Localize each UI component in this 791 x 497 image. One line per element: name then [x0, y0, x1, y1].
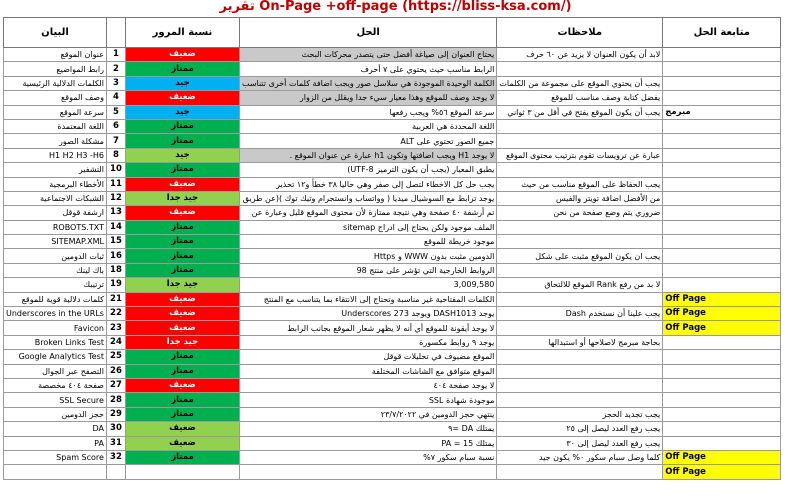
cell-number[interactable]: 1	[106, 48, 125, 62]
cell-number[interactable]: 14	[106, 220, 125, 234]
cell-statement[interactable]: رابط المواضيع	[4, 62, 107, 76]
cell-notes[interactable]	[497, 364, 663, 378]
table-row	[4, 206, 781, 220]
cell-statement[interactable]: الأخطاء البرمجية	[4, 177, 107, 191]
cell-pass-rate[interactable]: ممتاز	[125, 119, 239, 133]
cell-pass-rate[interactable]: جيد جدا	[125, 335, 239, 349]
cell-pass-rate[interactable]: ممتاز	[125, 364, 239, 378]
cell-number[interactable]: 15	[106, 235, 125, 249]
table-row	[4, 350, 781, 364]
cell-pass-rate[interactable]: ضعيف	[125, 307, 239, 321]
report-title: تقرير On-Page +off-page (https://bliss-ksa.com/)	[219, 0, 572, 14]
table-row	[4, 335, 781, 349]
cell-solution[interactable]: الملف موجود ولكن يحتاج إلى ادراج sitemap	[239, 220, 496, 234]
cell-statement[interactable]: الكلمات الدلالية الرئيسية	[4, 76, 107, 90]
cell-follow-up[interactable]	[663, 163, 781, 177]
cell-statement[interactable]: PA	[4, 436, 107, 450]
cell-solution[interactable]: الكلمات المفتاحية غير مناسبة وتحتاج إلى الانتقاء بما يتناسب مع المنتج	[239, 292, 496, 306]
cell-pass-rate[interactable]: ضعيف	[125, 422, 239, 436]
table-row	[4, 76, 781, 90]
cell-solution[interactable]: موجودة شهادة SSL	[239, 393, 496, 407]
cell-solution[interactable]: اللغة المحددة هي العربية	[239, 119, 496, 133]
cell-statement[interactable]: وصف الموقع	[4, 91, 107, 105]
cell-follow-up[interactable]	[663, 393, 781, 407]
table-row	[4, 378, 781, 392]
cell-solution[interactable]: الدومين مثبت بدون WWW و Https	[239, 249, 496, 263]
cell-number[interactable]: 4	[106, 91, 125, 105]
header-statement: البيان	[4, 18, 107, 48]
cell-number[interactable]: 23	[106, 321, 125, 335]
cell-number[interactable]: 11	[106, 177, 125, 191]
cell-notes[interactable]: يجب ان يكون الموقع مثبت على شكل	[497, 249, 663, 263]
cell-solution[interactable]: الكلمة الوحيدة الموجودة هي سلاسل صور ويجب اضافة كلمات أخرى تتناسب	[239, 76, 496, 90]
cell-solution[interactable]: الرابط مناسب حيث يحتوي على ٧ أحرف	[239, 62, 496, 76]
table-row	[4, 292, 781, 306]
cell-notes[interactable]: لا بد من رفع Rank الموقع للالتحاق	[497, 278, 663, 292]
cell-statement[interactable]: Spam Score	[4, 450, 107, 464]
cell-pass-rate[interactable]: ضعيف	[125, 206, 239, 220]
cell-solution[interactable]: نسبة سبام سكور ٧%	[239, 450, 496, 464]
cell-statement[interactable]: Underscores in the URLs	[4, 307, 107, 321]
cell-statement[interactable]: التصفح عبر الجوال	[4, 364, 107, 378]
table-row	[4, 148, 781, 162]
cell-notes[interactable]: ضروري يتم وضع صفحة من نحن	[497, 206, 663, 220]
cell-follow-up[interactable]: Off Page	[663, 307, 781, 321]
cell-follow-up[interactable]	[663, 335, 781, 349]
report-table	[3, 17, 781, 480]
cell-number[interactable]: 22	[106, 307, 125, 321]
cell-pass-rate[interactable]: ممتاز	[125, 407, 239, 421]
cell-pass-rate[interactable]: ممتاز	[125, 220, 239, 234]
cell-number[interactable]: 26	[106, 364, 125, 378]
cell-follow-up[interactable]: مبرمج	[663, 105, 781, 119]
table-row	[4, 450, 781, 464]
cell-solution[interactable]: جميع الصور تحتوي على ALT	[239, 134, 496, 148]
cell-number[interactable]: 3	[106, 76, 125, 90]
cell-notes[interactable]	[497, 350, 663, 364]
cell-number[interactable]: 30	[106, 422, 125, 436]
header-notes: ملاحظات	[497, 18, 663, 48]
table-row	[4, 134, 781, 148]
cell-notes[interactable]	[497, 235, 663, 249]
cell-statement[interactable]: ثبات الدومين	[4, 249, 107, 263]
cell-pass-rate[interactable]: ضعيف	[125, 436, 239, 450]
cell-solution[interactable]: ينتهي حجز الدومين في ٢٣/٧/٢٠٢٢	[239, 407, 496, 421]
cell-follow-up[interactable]	[663, 76, 781, 90]
cell-pass-rate[interactable]	[125, 465, 239, 479]
cell-number[interactable]: 21	[106, 292, 125, 306]
header-pass-rate: نسبة المرور	[125, 18, 239, 48]
cell-follow-up[interactable]	[663, 263, 781, 277]
header-solution: الحل	[239, 18, 496, 48]
table-row	[4, 465, 781, 479]
cell-notes[interactable]: يجب رفع العدد ليصل إلى ٣٠	[497, 436, 663, 450]
cell-statement[interactable]: SSL Secure	[4, 393, 107, 407]
cell-number[interactable]: 18	[106, 263, 125, 277]
table-row	[4, 263, 781, 277]
cell-number[interactable]: 16	[106, 249, 125, 263]
cell-number[interactable]: 6	[106, 119, 125, 133]
table-row	[4, 119, 781, 133]
cell-solution[interactable]: لا يوجد وصف للموقع وهذا معيار سيء جدا ويقلل من الزوار	[239, 91, 496, 105]
cell-follow-up[interactable]	[663, 191, 781, 205]
cell-notes[interactable]	[497, 62, 663, 76]
table-row	[4, 220, 781, 234]
cell-number[interactable]: 19	[106, 278, 125, 292]
cell-pass-rate[interactable]: ممتاز	[125, 393, 239, 407]
cell-follow-up[interactable]: Off Page	[663, 465, 781, 479]
cell-solution[interactable]: يحتاج العنوان إلى صياغة أفضل حتى يتصدر محركات البحث	[239, 48, 496, 62]
cell-solution[interactable]: يمتلك DA =٩	[239, 422, 496, 436]
cell-statement[interactable]: عنوان الموقع	[4, 48, 107, 62]
cell-statement[interactable]: Broken Links Test	[4, 335, 107, 349]
cell-notes[interactable]	[497, 134, 663, 148]
cell-pass-rate[interactable]: ممتاز	[125, 62, 239, 76]
cell-number[interactable]: 5	[106, 105, 125, 119]
cell-number[interactable]: 32	[106, 450, 125, 464]
cell-solution[interactable]: لا يوجد H1 ويجب اضافتها وتكون h1 عبارة عن عنوان الموقع .	[239, 148, 496, 162]
cell-pass-rate[interactable]: جيد	[125, 148, 239, 162]
cell-solution[interactable]: لا يوجد صفحة ٤٠٤	[239, 378, 496, 392]
cell-notes[interactable]: بحاجة مبرمج لاصلاحها أو استبدالها	[497, 335, 663, 349]
cell-pass-rate[interactable]: ممتاز	[125, 134, 239, 148]
cell-statement[interactable]: سرعة الموقع	[4, 105, 107, 119]
header-number	[106, 18, 125, 48]
cell-notes[interactable]	[497, 263, 663, 277]
table-row	[4, 407, 781, 421]
cell-follow-up[interactable]	[663, 148, 781, 162]
cell-follow-up[interactable]: Off Page	[663, 450, 781, 464]
cell-follow-up[interactable]: Off Page	[663, 321, 781, 335]
table-row	[4, 48, 781, 62]
cell-follow-up[interactable]	[663, 436, 781, 450]
cell-statement[interactable]: حجز الدومين	[4, 407, 107, 421]
cell-pass-rate[interactable]: ممتاز	[125, 450, 239, 464]
cell-statement[interactable]: H1 H2 H3 -H6	[4, 148, 107, 162]
cell-notes[interactable]: يجب أن يحتوي الموقع على مجموعة من الكلمات	[497, 76, 663, 90]
table-row	[4, 364, 781, 378]
cell-pass-rate[interactable]: ممتاز	[125, 235, 239, 249]
table-row	[4, 249, 781, 263]
cell-notes[interactable]: يجب علينا أن نستخدم Dash	[497, 307, 663, 321]
cell-follow-up[interactable]	[663, 350, 781, 364]
cell-pass-rate[interactable]: ضعيف	[125, 91, 239, 105]
cell-pass-rate[interactable]: ممتاز	[125, 263, 239, 277]
cell-statement[interactable]: ROBOTS.TXT	[4, 220, 107, 234]
cell-pass-rate[interactable]: ضعيف	[125, 378, 239, 392]
cell-statement[interactable]: مشكلة الصور	[4, 134, 107, 148]
table-row	[4, 393, 781, 407]
cell-follow-up[interactable]	[663, 220, 781, 234]
cell-statement[interactable]: ارشفة قوقل	[4, 206, 107, 220]
cell-pass-rate[interactable]: ضعيف	[125, 292, 239, 306]
cell-follow-up[interactable]	[663, 364, 781, 378]
cell-pass-rate[interactable]: جيد جدا	[125, 278, 239, 292]
cell-solution[interactable]: الروابط الخارجية التي تؤشر على منتج 98	[239, 263, 496, 277]
cell-solution[interactable]: 3,009,580	[239, 278, 496, 292]
cell-solution[interactable]: الموقع مضيوف في تحليلات قوقل	[239, 350, 496, 364]
cell-follow-up[interactable]	[663, 422, 781, 436]
cell-statement[interactable]: التشفير	[4, 163, 107, 177]
cell-follow-up[interactable]	[663, 91, 781, 105]
cell-solution[interactable]: لا يوجد أيقونة للموقع أي أنه لا يظهر شعار الموقع بجانب الرابط	[239, 321, 496, 335]
cell-notes[interactable]: لابد أن يكون العنوان لا يزيد عن ٦٠ حرف	[497, 48, 663, 62]
cell-solution[interactable]: يوجد ٩ روابط مكسورة	[239, 335, 496, 349]
cell-number[interactable]: 7	[106, 134, 125, 148]
header-row	[4, 18, 781, 48]
table-row	[4, 307, 781, 321]
table-row	[4, 105, 781, 119]
cell-statement[interactable]: باك لينك	[4, 263, 107, 277]
cell-solution[interactable]: يطبق المعيار (يجب أن يكون الترميز UTF-8)	[239, 163, 496, 177]
cell-solution[interactable]: الموقع متوافق مع الشاشات المختلفة	[239, 364, 496, 378]
cell-notes[interactable]	[497, 393, 663, 407]
cell-pass-rate[interactable]: جيد	[125, 105, 239, 119]
cell-follow-up[interactable]	[663, 278, 781, 292]
cell-statement[interactable]: اللغة المعتمدة	[4, 119, 107, 133]
cell-pass-rate[interactable]: ضعيف	[125, 321, 239, 335]
cell-statement[interactable]: ترتيبك	[4, 278, 107, 292]
cell-statement[interactable]	[4, 465, 107, 479]
cell-notes[interactable]: من الأفضل اضافة تويتر والفيس	[497, 191, 663, 205]
cell-number[interactable]: 13	[106, 206, 125, 220]
cell-solution[interactable]: يوجد DASH1013 ويوجد Underscores 273	[239, 307, 496, 321]
cell-solution[interactable]: يجب حل كل الاخطاء لتصل إلى صفر وهي حاليا ٣٨ خطأ و١٢ تحذير	[239, 177, 496, 191]
cell-pass-rate[interactable]: ضعيف	[125, 48, 239, 62]
cell-number[interactable]: 10	[106, 163, 125, 177]
cell-number[interactable]: 12	[106, 191, 125, 205]
cell-notes[interactable]	[497, 119, 663, 133]
cell-pass-rate[interactable]: ممتاز	[125, 163, 239, 177]
cell-statement[interactable]: SITEMAP.XML	[4, 235, 107, 249]
cell-statement[interactable]: صفحة ٤٠٤ مخصصة	[4, 378, 107, 392]
cell-number[interactable]: 28	[106, 393, 125, 407]
cell-solution[interactable]: سرعة الموقع ٥٦% ويجب رفعها	[239, 105, 496, 119]
cell-solution[interactable]: يمتلك PA = 15	[239, 436, 496, 450]
table-row	[4, 235, 781, 249]
table-row	[4, 321, 781, 335]
cell-notes[interactable]	[497, 163, 663, 177]
cell-follow-up[interactable]	[663, 249, 781, 263]
table-row	[4, 436, 781, 450]
cell-follow-up[interactable]	[663, 177, 781, 191]
cell-pass-rate[interactable]: جيد	[125, 76, 239, 90]
table-row	[4, 278, 781, 292]
table-row	[4, 422, 781, 436]
header-follow-up: متابعة الحل	[663, 18, 781, 48]
table-row	[4, 91, 781, 105]
cell-number[interactable]: 29	[106, 407, 125, 421]
cell-number[interactable]: 2	[106, 62, 125, 76]
cell-notes[interactable]: يجب رفع العدد ليصل إلى ٢٥	[497, 422, 663, 436]
cell-follow-up[interactable]: Off Page	[663, 292, 781, 306]
cell-follow-up[interactable]	[663, 235, 781, 249]
cell-notes[interactable]: يجب تجديد الحجز	[497, 407, 663, 421]
cell-notes[interactable]: يفضل كتابة وصف مناسب للموقع	[497, 91, 663, 105]
cell-notes[interactable]	[497, 220, 663, 234]
cell-statement[interactable]: Favicon	[4, 321, 107, 335]
cell-number[interactable]: 24	[106, 335, 125, 349]
cell-solution[interactable]	[239, 465, 496, 479]
cell-solution[interactable]: يوجد ترابط مع السوشيال ميديا ( وواتساب وانستجرام وتيك توك )(عن طريق	[239, 191, 496, 205]
cell-statement[interactable]: Google Analytics Test	[4, 350, 107, 364]
cell-follow-up[interactable]	[663, 378, 781, 392]
cell-statement[interactable]: كلمات دلالية قوية للموقع	[4, 292, 107, 306]
cell-solution[interactable]: موجود خريطة للموقع	[239, 235, 496, 249]
table-row	[4, 163, 781, 177]
cell-pass-rate[interactable]: ضعيف	[125, 177, 239, 191]
cell-notes[interactable]: يجب الحفاظ على الموقع مناسب من حيث	[497, 177, 663, 191]
cell-number[interactable]	[106, 465, 125, 479]
cell-notes[interactable]: كلما وصل سبام سكور ٠% يكون جيد	[497, 450, 663, 464]
cell-number[interactable]: 27	[106, 378, 125, 392]
cell-solution[interactable]: تم أرشفة ٤٠ صفحة وهي نتيجة ممتازة لأن محتوى الموقع قليل وعبارة عن	[239, 206, 496, 220]
cell-statement[interactable]: DA	[4, 422, 107, 436]
cell-statement[interactable]: الشبكات الاجتماعية	[4, 191, 107, 205]
cell-pass-rate[interactable]: جيد جدا	[125, 191, 239, 205]
cell-notes[interactable]: يجب أن يكون الموقع يفتح في أقل من ٣ ثواني	[497, 105, 663, 119]
table-row	[4, 62, 781, 76]
cell-pass-rate[interactable]: ممتاز	[125, 350, 239, 364]
cell-follow-up[interactable]	[663, 407, 781, 421]
cell-follow-up[interactable]	[663, 206, 781, 220]
cell-notes[interactable]	[497, 378, 663, 392]
cell-notes[interactable]	[497, 292, 663, 306]
cell-notes[interactable]	[497, 465, 663, 479]
cell-notes[interactable]: عبارة عن ترويسات تقوم بترتيب محتوى الموقع	[497, 148, 663, 162]
cell-follow-up[interactable]	[663, 119, 781, 133]
cell-follow-up[interactable]	[663, 134, 781, 148]
cell-pass-rate[interactable]: ممتاز	[125, 249, 239, 263]
cell-number[interactable]: 31	[106, 436, 125, 450]
cell-follow-up[interactable]	[663, 48, 781, 62]
cell-follow-up[interactable]	[663, 62, 781, 76]
table-row	[4, 177, 781, 191]
table-row	[4, 191, 781, 205]
cell-number[interactable]: 8	[106, 148, 125, 162]
cell-notes[interactable]	[497, 321, 663, 335]
cell-number[interactable]: 25	[106, 350, 125, 364]
